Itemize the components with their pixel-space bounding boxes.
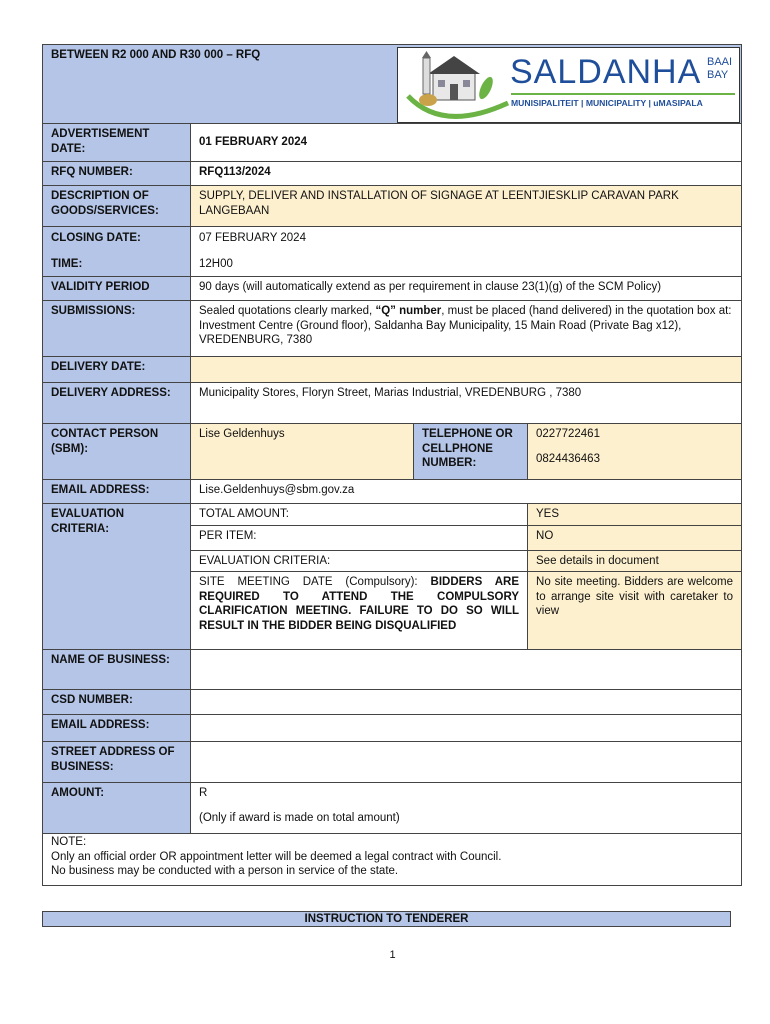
logo-name: [510, 52, 701, 92]
instruction-heading: INSTRUCTION TO TENDERER: [42, 911, 731, 927]
amount-note: (Only if award is made on total amount): [199, 811, 400, 824]
description-value: SUPPLY, DELIVER AND INSTALLATION OF SIGNAGE AT LEENTJIESKLIP CARAVAN PARK LANGEBAAN: [191, 186, 742, 227]
eval-item-name: EVALUATION CRITERIA:: [191, 550, 528, 572]
phone-number-2: 0824436463: [536, 452, 600, 465]
bidder-email-label: EMAIL ADDRESS:: [43, 715, 191, 742]
delivery-address-label: DELIVERY ADDRESS:: [43, 383, 191, 424]
note-line: No business may be conducted with a person in service of the state.: [51, 865, 399, 877]
street-address-label: STREET ADDRESS OF BUSINESS:: [43, 742, 191, 783]
description-label: DESCRIPTION OF GOODS/SERVICES:: [43, 186, 191, 227]
rfq-number-label: RFQ NUMBER:: [43, 162, 191, 186]
csd-number-label: CSD NUMBER:: [43, 690, 191, 715]
advertisement-date-label: ADVERTISEMENT DATE:: [43, 124, 191, 162]
site-meeting-warning: BIDDERS ARE REQUIRED TO ATTEND THE COMPULSORY CLARIFICATION MEETING. FAILURE TO DO SO WILL RESULT IN THE BIDDER BEING DISQUALIFIED: [199, 576, 520, 632]
logo-bay: [707, 56, 732, 82]
submissions-q-number: “Q” number: [375, 305, 442, 317]
business-name-field[interactable]: [191, 650, 742, 690]
evaluation-criteria-label: EVALUATION CRITERIA:: [43, 504, 191, 650]
closing-date-value: 07 FEBRUARY 2024: [199, 232, 306, 244]
phone-number-1: 0227722461: [536, 428, 600, 440]
csd-number-field[interactable]: [191, 690, 742, 715]
amount-label: AMOUNT:: [43, 783, 191, 834]
site-meeting-value: No site meeting. Bidders are welcome to arrange site visit with caretaker to view: [528, 572, 742, 650]
street-address-field[interactable]: [191, 742, 742, 783]
closing-date-label: CLOSING DATE:: [51, 232, 141, 244]
delivery-date-value: [191, 357, 742, 383]
submissions-value: [191, 301, 742, 357]
logo-divider: [511, 93, 735, 95]
time-label: TIME:: [51, 257, 83, 270]
delivery-date-label: DELIVERY DATE:: [43, 357, 191, 383]
rfq-number-value: RFQ113/2024: [191, 162, 742, 186]
rfq-form-table: [42, 44, 742, 886]
closing-date-label-cell: [43, 227, 191, 277]
bidder-email-field[interactable]: [191, 715, 742, 742]
note-title: NOTE:: [51, 836, 87, 848]
amount-currency: R: [199, 787, 208, 799]
rfq-category-cell: [43, 45, 414, 124]
submissions-label: SUBMISSIONS:: [43, 301, 191, 357]
contact-person-value: Lise Geldenhuys: [191, 424, 414, 480]
closing-date-value-cell: [191, 227, 742, 277]
business-name-label: NAME OF BUSINESS:: [43, 650, 191, 690]
logo-tagline: MUNISIPALITEIT | MUNICIPALITY | uMASIPALA: [511, 98, 703, 108]
eval-item-value: YES: [528, 504, 742, 526]
logo-name-main: SALDANHA: [510, 53, 702, 91]
logo-bay-text: BAY: [707, 69, 729, 81]
contact-person-label: CONTACT PERSON (SBM):: [43, 424, 191, 480]
municipality-logo: [397, 47, 740, 123]
eval-item-value: See details in document: [528, 550, 742, 572]
time-value: 12H00: [199, 257, 233, 270]
submissions-text-post: , must be placed (hand delivered) in the quotation box at: Investment Centre (Ground floor), Saldanha Bay Municipality, 15 Main Road (Private Bag x12), VREDENBURG, 7380: [199, 305, 735, 346]
site-meeting-label: SITE MEETING DATE (Compulsory):: [199, 576, 418, 588]
site-meeting-cell: [191, 572, 528, 650]
phone-values: [528, 424, 742, 480]
phone-label: TELEPHONE OR CELLPHONE NUMBER:: [414, 424, 528, 480]
amount-cell[interactable]: [191, 783, 742, 834]
submissions-text-pre: Sealed quotations clearly marked,: [199, 305, 376, 317]
eval-item-name: TOTAL AMOUNT:: [191, 504, 528, 526]
email-value: Lise.Geldenhuys@sbm.gov.za: [191, 480, 742, 504]
eval-item-name: PER ITEM:: [191, 525, 528, 550]
rfq-category: BETWEEN R2 000 AND R30 000 – RFQ: [51, 49, 261, 61]
logo-baai: BAAI: [707, 56, 733, 68]
advertisement-date-value: 01 FEBRUARY 2024: [191, 124, 742, 162]
email-label: EMAIL ADDRESS:: [43, 480, 191, 504]
page-number: 1: [389, 949, 396, 961]
eval-item-value: NO: [528, 525, 742, 550]
validity-value: 90 days (will automatically extend as per requirement in clause 23(1)(g) of the SCM Policy): [191, 277, 742, 301]
validity-label: VALIDITY PERIOD: [43, 277, 191, 301]
delivery-address-value: Municipality Stores, Floryn Street, Marias Industrial, VREDENBURG , 7380: [191, 383, 742, 424]
note-cell: [43, 834, 742, 886]
note-line: Only an official order OR appointment letter will be deemed a legal contract with Council.: [51, 850, 502, 863]
